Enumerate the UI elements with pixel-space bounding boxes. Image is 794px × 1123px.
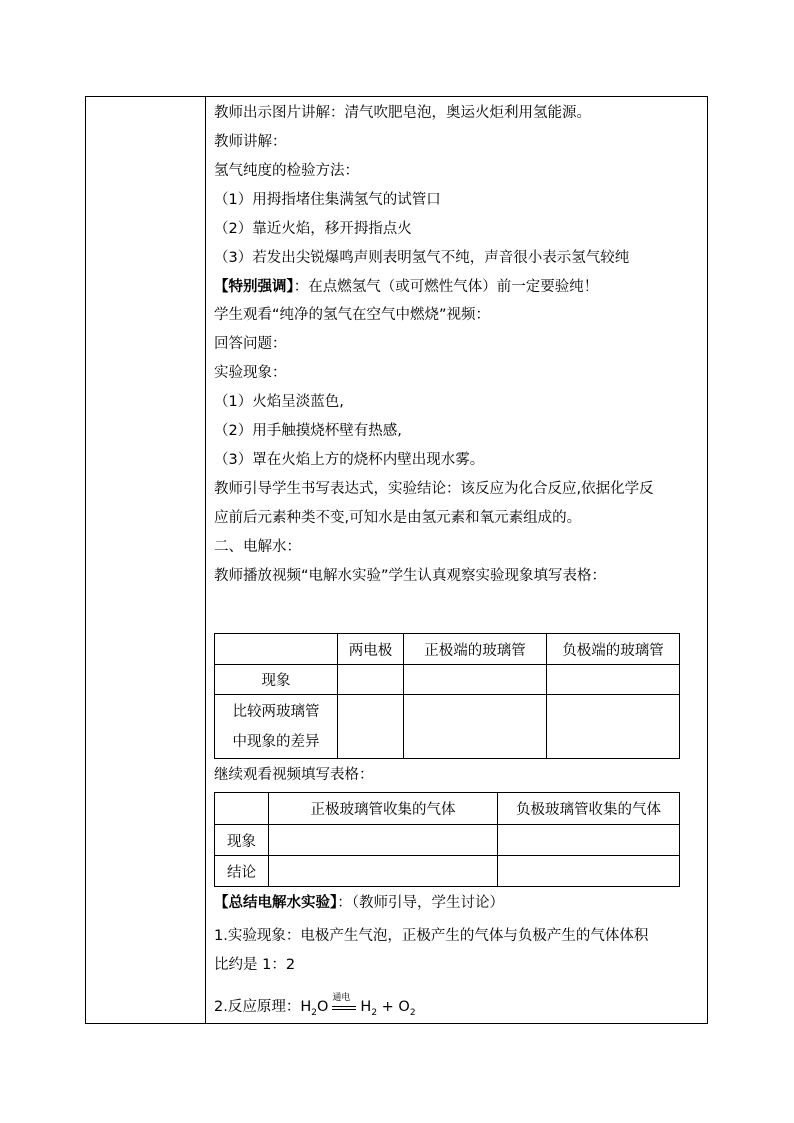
table-header: 正极端的玻璃管 <box>404 634 547 665</box>
table-header: 负极玻璃管收集的气体 <box>498 793 680 825</box>
summary-title: 【总结电解水实验】 <box>214 895 338 911</box>
text-line: 教师播放视频“电解水实验”学生认真观察实验现象填写表格： <box>214 568 607 584</box>
text-line: 教师出示图片讲解：清气吹肥皂泡，奥运火炬利用氢能源。 <box>214 105 591 121</box>
text-line: （3）若发出尖锐爆鸣声则表明氢气不纯，声音很小表示氢气较纯 <box>214 250 630 266</box>
plus-sign: + <box>377 999 399 1015</box>
text-line: 教师引导学生书写表达式，实验结论：该反应为化合反应,依据化学反 <box>214 481 654 497</box>
text-line: 应前后元素种类不变,可知水是由氢元素和氧元素组成的。 <box>214 510 582 526</box>
text-line: （3）罩在火焰上方的烧杯内壁出现水雾。 <box>214 452 485 468</box>
emphasis-line <box>214 277 598 297</box>
gas-table <box>214 792 680 887</box>
text-line: 二、电解水： <box>214 539 301 555</box>
emphasis-label: 【特别强调】 <box>214 279 294 295</box>
text-line: 1.实验现象：电极产生气泡，正极产生的气体与负极产生的气体体积 <box>214 928 649 944</box>
table-cell[interactable] <box>498 825 680 856</box>
table-header: 两电极 <box>338 634 404 665</box>
table-cell[interactable] <box>269 825 498 856</box>
table-cell[interactable] <box>547 695 680 759</box>
table-header: 负极端的玻璃管 <box>547 634 680 665</box>
row-label-line: 比较两玻璃管 <box>232 703 320 720</box>
table-row <box>215 856 680 887</box>
text-line: 继续观看视频填写表格： <box>214 767 374 783</box>
text-line: （2）靠近火焰，移开拇指点火 <box>214 221 412 237</box>
table-row <box>215 695 680 759</box>
row-label: 现象 <box>215 665 338 695</box>
table-cell[interactable] <box>338 695 404 759</box>
condition-line <box>332 1006 356 1007</box>
row-label: 现象 <box>215 825 269 856</box>
reaction-condition <box>332 993 356 1017</box>
reaction-equation <box>214 993 416 1023</box>
product: $O_2$ <box>398 999 416 1018</box>
text-line: 比约是 1：2 <box>214 957 296 973</box>
table-row <box>215 665 680 695</box>
condition-text: 通电 <box>332 993 351 1003</box>
emphasis-text: ：在点燃氢气（或可燃性气体）前一定要验纯！ <box>293 279 599 295</box>
text-line: （2）用手触摸烧杯壁有热感, <box>214 423 402 439</box>
product: $H_2$ <box>360 999 378 1018</box>
table-row <box>215 793 680 825</box>
electrolysis-table <box>214 633 680 759</box>
reactant: $H_2O$ <box>300 999 329 1018</box>
text-line: （1）用拇指堵住集满氢气的试管口 <box>214 192 441 208</box>
table-cell[interactable] <box>269 856 498 887</box>
text-line: （1）火焰呈淡蓝色, <box>214 394 344 410</box>
table-cell[interactable] <box>404 695 547 759</box>
text-line: 教师讲解： <box>214 134 287 150</box>
table-cell <box>215 634 338 665</box>
text-line: 学生观看“纯净的氢气在空气中燃烧”视频： <box>214 307 491 323</box>
table-cell[interactable] <box>547 665 680 695</box>
table-cell <box>215 793 269 825</box>
text-line: 氢气纯度的检验方法： <box>214 163 359 179</box>
text-line: 实验现象： <box>214 365 287 381</box>
lesson-table <box>85 96 708 1024</box>
table-row <box>215 634 680 665</box>
row-label-line: 中现象的差异 <box>232 733 320 750</box>
text-line: 回答问题： <box>214 336 287 352</box>
row-label <box>215 695 338 759</box>
table-header: 正极玻璃管收集的气体 <box>269 793 498 825</box>
row-label: 结论 <box>215 856 269 887</box>
summary-note: ：（教师引导，学生讨论） <box>337 895 504 911</box>
column-divider <box>205 97 206 1023</box>
table-row <box>215 825 680 856</box>
table-cell[interactable] <box>498 856 680 887</box>
summary-title-line <box>214 893 504 913</box>
table-cell[interactable] <box>338 665 404 695</box>
condition-line <box>332 1009 356 1010</box>
table-cell[interactable] <box>404 665 547 695</box>
equation-label: 2.反应原理： <box>214 999 301 1015</box>
